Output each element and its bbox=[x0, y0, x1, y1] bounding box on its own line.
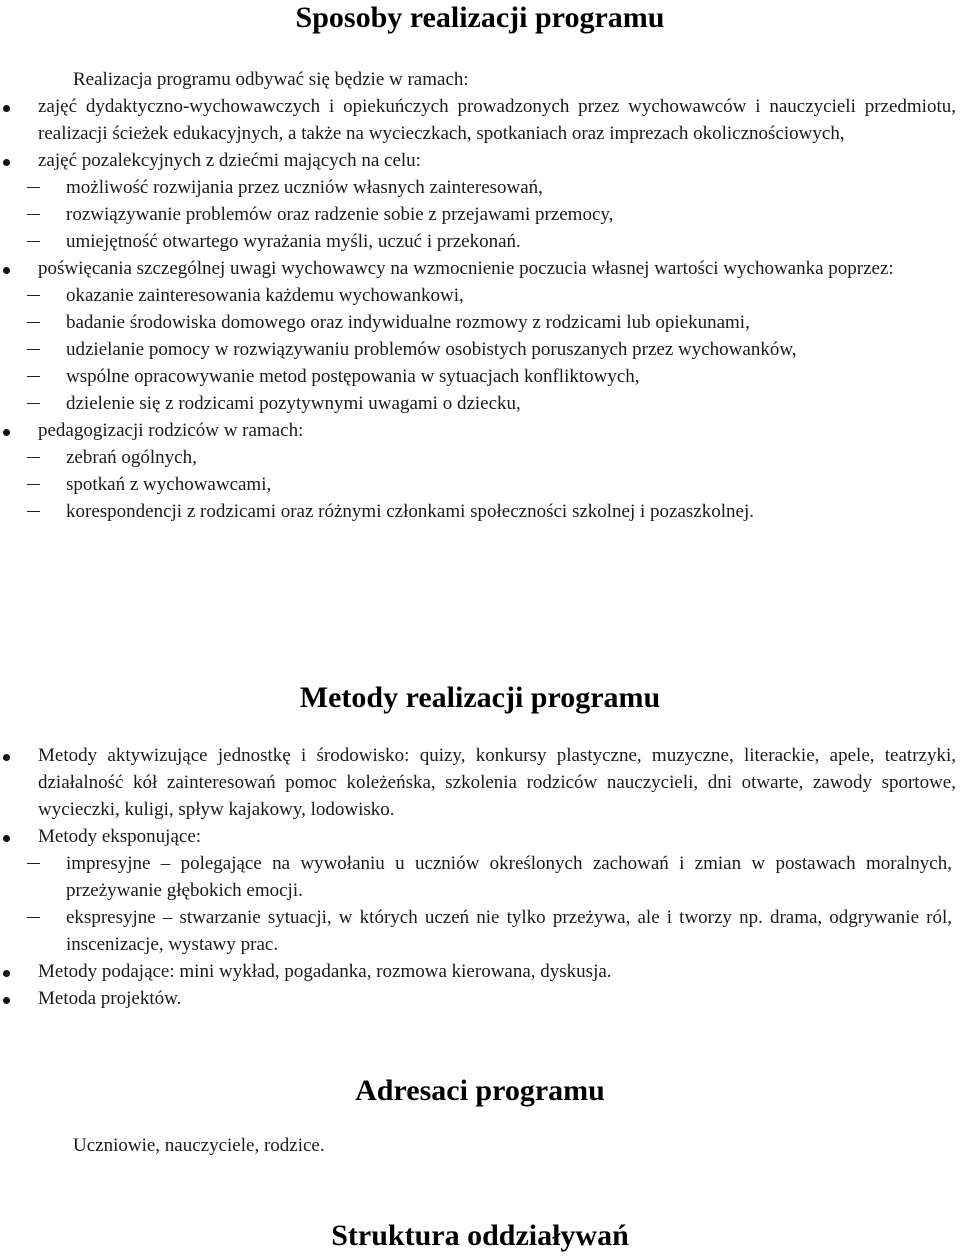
dash-icon bbox=[27, 457, 40, 458]
sub-list-item bbox=[0, 282, 956, 309]
sub-list-item bbox=[0, 390, 956, 417]
bullet-list-sposoby bbox=[0, 93, 960, 525]
dash-icon bbox=[27, 863, 40, 864]
list-item-text: pedagogizacji rodziców w ramach: bbox=[38, 420, 304, 441]
sub-list-item bbox=[0, 363, 956, 390]
dash-icon bbox=[27, 511, 40, 512]
list-item bbox=[0, 93, 960, 147]
sub-list-item-text: dzielenie się z rodzicami pozytywnymi uwagami o dziecku, bbox=[66, 393, 521, 414]
sub-list-item-text: korespondencji z rodzicami oraz różnymi członkami społeczności szkolnej i pozaszkolnej. bbox=[66, 501, 754, 522]
sub-list-item-text: umiejętność otwartego wyrażania myśli, uczuć i przekonań. bbox=[66, 231, 521, 252]
sub-list-item bbox=[0, 174, 956, 201]
list-item-text: Metody eksponujące: bbox=[38, 826, 202, 847]
bullet-icon bbox=[3, 105, 10, 112]
bullet-icon bbox=[3, 754, 10, 761]
list-item bbox=[0, 255, 960, 417]
list-item-text: zajęć dydaktyczno-wychowawczych i opiekuńczych prowadzonych przez wychowawców i nauczycieli przedmiotu, realizacji ścieżek edukacyjnych, a także na wycieczkach, spotkaniach oraz imprezach okolicznościowych, bbox=[38, 96, 956, 144]
dash-icon bbox=[27, 349, 40, 350]
sub-list-item-text: badanie środowiska domowego oraz indywidualne rozmowy z rodzicami lub opiekunami, bbox=[66, 312, 750, 333]
sub-list-item bbox=[0, 309, 956, 336]
bullet-list-metody bbox=[0, 742, 960, 1012]
section-title-metody: Metody realizacji programu bbox=[299, 681, 661, 714]
sub-list bbox=[0, 282, 956, 417]
sub-list bbox=[0, 850, 956, 958]
list-item bbox=[0, 147, 960, 255]
sub-list-item bbox=[0, 228, 956, 255]
dash-icon bbox=[27, 295, 40, 296]
sub-list-item bbox=[0, 904, 956, 958]
dash-icon bbox=[27, 322, 40, 323]
bullet-icon bbox=[3, 159, 10, 166]
list-item-text: zajęć pozalekcyjnych z dziećmi mających na celu: bbox=[38, 150, 421, 171]
intro-text: Realizacja programu odbywać się będzie w ramach: bbox=[73, 69, 469, 90]
dash-icon bbox=[27, 403, 40, 404]
sub-list-item bbox=[0, 444, 956, 471]
section-struktura bbox=[0, 1218, 960, 1254]
sub-list-item bbox=[0, 471, 956, 498]
sub-list bbox=[0, 444, 956, 525]
sub-list-item-text: wspólne opracowywanie metod postępowania w sytuacjach konfliktowych, bbox=[66, 366, 640, 387]
list-item bbox=[0, 958, 960, 985]
sub-list-item bbox=[0, 498, 956, 525]
sub-list-item-text: możliwość rozwijania przez uczniów własnych zainteresowań, bbox=[66, 177, 543, 198]
sub-list-item-text: spotkań z wychowawcami, bbox=[66, 474, 272, 495]
bullet-icon bbox=[3, 997, 10, 1004]
sub-list-item-text: impresyjne – polegające na wywołaniu u uczniów określonych zachowań i zmian w postawach moralnych, przeżywanie głębokich emocji. bbox=[66, 853, 952, 901]
dash-icon bbox=[27, 376, 40, 377]
sub-list-item bbox=[0, 336, 956, 363]
section-metody bbox=[0, 680, 960, 1012]
list-item-text: poświęcania szczególnej uwagi wychowawcy na wzmocnienie poczucia własnej wartości wychowanka poprzez: bbox=[38, 258, 894, 279]
sub-list-item-text: udzielanie pomocy w rozwiązywaniu problemów osobistych poruszanych przez wychowanków, bbox=[66, 339, 797, 360]
bullet-icon bbox=[3, 429, 10, 436]
sub-list-item-text: rozwiązywanie problemów oraz radzenie sobie z przejawami przemocy, bbox=[66, 204, 614, 225]
dash-icon bbox=[27, 241, 40, 242]
bullet-icon bbox=[3, 970, 10, 977]
sub-list-item bbox=[0, 850, 956, 904]
list-item-text: Metody aktywizujące jednostkę i środowisko: quizy, konkursy plastyczne, muzyczne, literackie, apele, teatrzyki, działalność kół zainteresowań pomoc koleżeńska, szkolenia rodziców nauczycieli, dni otwarte, zawody sportowe, wycieczki, kuligi, spływ kajakowy, lodowisko. bbox=[38, 745, 956, 820]
dash-icon bbox=[27, 484, 40, 485]
dash-icon bbox=[27, 187, 40, 188]
sub-list-item-text: ekspresyjne – stwarzanie sytuacji, w których uczeń nie tylko przeżywa, ale i tworzy np. drama, odgrywanie ról, inscenizacje, wystawy prac. bbox=[66, 907, 952, 955]
audience-text: Uczniowie, nauczyciele, rodzice. bbox=[73, 1135, 325, 1156]
sub-list bbox=[0, 174, 956, 255]
dash-icon bbox=[27, 214, 40, 215]
sub-list-item-text: zebrań ogólnych, bbox=[66, 447, 197, 468]
list-item bbox=[0, 823, 960, 958]
section-sposoby bbox=[0, 0, 960, 525]
dash-icon bbox=[27, 917, 40, 918]
list-item-text: Metody podające: mini wykład, pogadanka, rozmowa kierowana, dyskusja. bbox=[38, 961, 612, 982]
list-item bbox=[0, 985, 960, 1012]
section-title-sposoby: Sposoby realizacji programu bbox=[295, 1, 665, 34]
list-item bbox=[0, 742, 960, 823]
sub-list-item bbox=[0, 201, 956, 228]
list-item-text: Metoda projektów. bbox=[38, 988, 182, 1009]
section-adresaci bbox=[0, 1073, 960, 1159]
sub-list-item-text: okazanie zainteresowania każdemu wychowankowi, bbox=[66, 285, 464, 306]
list-item bbox=[0, 417, 960, 525]
bullet-icon bbox=[3, 835, 10, 842]
section-title-adresaci: Adresaci programu bbox=[355, 1074, 605, 1107]
bullet-icon bbox=[3, 267, 10, 274]
section-title-struktura: Struktura oddziaływań bbox=[331, 1219, 629, 1252]
